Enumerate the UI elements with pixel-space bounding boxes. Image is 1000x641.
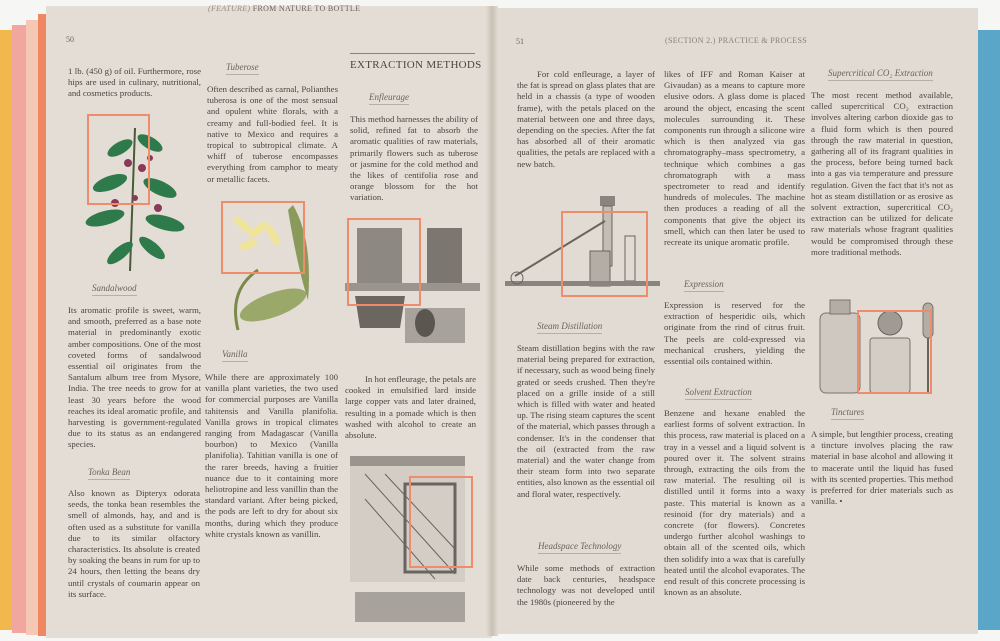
heading-enfleurage: Enfleurage <box>369 92 409 105</box>
steam-distillation-paragraph: Steam distillation begins with the raw material being prepared for extraction, if necessary, such as wood being finely grated or seeds crushed. Then they're placed on a grille inside of a still which is filled with water and heated up. The rising steam captures the scent of the material, which passes through a condenser. It's in the condenser that the oil (extracted from the raw material) and the water change from their steam form into two separate entities, also known as the essential oil and floral water, respectively. <box>517 343 655 499</box>
book-edge-peach <box>26 20 38 635</box>
heading-sandalwood: Sandalwood <box>92 283 137 296</box>
highlight-frame-vanilla <box>221 201 305 274</box>
section-rule <box>350 53 475 54</box>
heading-tonka-bean: Tonka Bean <box>88 467 130 480</box>
highlight-frame-sandalwood <box>87 114 150 205</box>
heading-steam-distillation: Steam Distillation <box>537 321 602 334</box>
page-number-left: 50 <box>66 35 74 44</box>
heading-tinctures: Tinctures <box>831 407 864 420</box>
enfleurage-paragraph: This method harnesses the ability of solid, refined fat to absorb the aromatic qualities of raw materials, primarily flowers such as tuberose or jasmine for the cold method and the likes of centifolia rose and orange blossom for the hot variation. <box>350 114 478 203</box>
solvent-extraction-paragraph: Benzene and hexane enabled the earliest forms of solvent extraction. In this process, raw material is placed on a tray in a vessel and a liquid solvent is poured over it. The solvent strains through, extracting the oils from the raw material. The resulting oil is distilled until it forms into a waxy paste. This material is known as a resinoid (for dry materials) and a concrete (for flowers). Concretes undergo further alcohol washings to obtain all of the scented oils, which then solidify into a wax that is carefully heated until the alcohol evaporates. The end result of this concrete processing is known as an absolute. <box>664 408 805 598</box>
running-head-left <box>208 4 360 13</box>
running-head-tag: (FEATURE) <box>208 4 251 13</box>
vanilla-paragraph: While there are approximately 100 vanilla plant varieties, the two used for commercial purposes are Vanilla tahitensis and Vanilla planifolia. Vanilla grows in tropical climates ranging from Madagascar (Vanilla bourbon) to Mexico (Vanilla planifolia). Tahitian vanilla is one of the rarer breeds, having a fruitier nuance due to it containing more heliotropine and less vanillin than the standard variant. After being picked, the pods are left to dry for about six months, during which they produce white crystals known as vanillin. <box>205 372 338 539</box>
page-number-right: 51 <box>516 37 524 46</box>
tinctures-paragraph: A simple, but lengthier process, creating a tincture involves placing the raw material in base alcohol and allowing it to macerate until the liquid has fused with its scented properties. This method is preferred for drier materials such as vanilla. • <box>811 429 953 507</box>
section-title: EXTRACTION METHODS <box>350 59 482 71</box>
gutter <box>486 6 498 636</box>
headspace-continued-paragraph: likes of IFF and Roman Kaiser at Givaudan) as a means to capture more elusive odors. A glass dome is placed around the object, encasing the scent molecules surrounding it. These components run through a silicone wire which is then analyzed via gas chromatography–mass spectrometry, a technique which combines a gas chromatograph with a mass spectrometer to read and identify hundreds of molecules. The machine then produces a reading of all the components that give the object its smell, which can then later be used to recreate its unique aromatic profile. <box>664 69 805 248</box>
hot-enfleurage-paragraph: In hot enfleurage, the petals are cooked in emulsified lard inside large copper vats and later drained, resulting in a pomade which is then washed with alcohol to create an absolute. <box>345 374 476 441</box>
heading-solvent-extraction: Solvent Extraction <box>685 387 752 400</box>
sandalwood-paragraph: Its aromatic profile is sweet, warm, and smooth, preferred as a base note material in predominantly exotic amber compositions. One of the most coveted forms of sandalwood essential oil originates from the Santalum album tree from Mysore, India. The tree needs to grow for at least 30 years before the wood reaches its ideal aromatic profile, and harvesting is government-regulated due to its status as an endangered species. <box>68 305 201 450</box>
intro-paragraph: 1 lb. (450 g) of oil. Furthermore, rose hips are used in culinary, nutritional, and cosmetics products. <box>68 66 201 99</box>
highlight-frame-enfleurage <box>347 218 421 306</box>
book-edge-pink <box>12 25 26 633</box>
headspace-paragraph: While some methods of extraction date back centuries, headspace technology was not developed until the 1980s (pioneered by the <box>517 563 655 607</box>
running-head-title: FROM NATURE TO BOTTLE <box>252 4 361 13</box>
book-edge-yellow <box>0 30 12 630</box>
supercritical-co2-paragraph: The most recent method available, called supercritical CO₂ extraction involves altering carbon dioxide gas to a fluid form which is then poured through the raw material in question, gathering all of its fragrant qualities in the process, before being turned back into a gas via temperature and pressure regulation. Given the fact that it's not as hot as steam distillation or as erosive as solvent extraction, supercritical CO₂ extraction can be utilized for delicate raw materials whose fragrant qualities would be compromised through these more traditional methods. <box>811 90 953 257</box>
tonka-bean-paragraph: Also known as Dipteryx odorata seeds, the tonka bean resembles the smell of almonds, hay, and and is often used as a substitute for vanilla due to its similar olfactory characteristics. Its absolute is created by soaking the beans in rum for up to 24 hours, then letting the beans dry until crystals of coumarin appear on its surface. <box>68 488 200 599</box>
expression-paragraph: Expression is reserved for the extraction of hesperidic oils, which originate from the rind of citrus fruit. The peels are cold-expressed via mechanical crushers, yielding the essential oils contained within. <box>664 300 805 367</box>
highlight-frame-distillation <box>561 211 648 297</box>
heading-supercritical-co2: Supercritical CO₂ Extraction <box>828 68 933 81</box>
tuberose-paragraph: Often described as carnal, Polianthes tuberosa is one of the most sensual and opulent white florals, with a creamy and full-bodied feel. It is native to Mexico and requires a tropical to subtropical climate. A whiff of tuberose encompasses everything from camphor to meaty or metallic facets. <box>207 84 338 184</box>
book-cover-right <box>975 30 1000 630</box>
highlight-frame-tincture <box>857 310 932 394</box>
heading-vanilla: Vanilla <box>222 349 248 362</box>
heading-headspace: Headspace Technology <box>538 541 621 554</box>
cold-enfleurage-paragraph: For cold enfleurage, a layer of the fat is spread on glass plates that are held in a chassis (a type of wooden frame), with the petals placed on the material between one and three days, depending on the species. After the fat has absorbed all of their aromatic qualities, the petals are replaced with a new batch. <box>517 69 655 169</box>
running-head-right: (SECTION 2.) PRACTICE & PROCESS <box>665 36 807 45</box>
heading-expression: Expression <box>684 279 724 292</box>
highlight-frame-chassis <box>409 476 473 568</box>
heading-tuberose: Tuberose <box>226 62 259 75</box>
